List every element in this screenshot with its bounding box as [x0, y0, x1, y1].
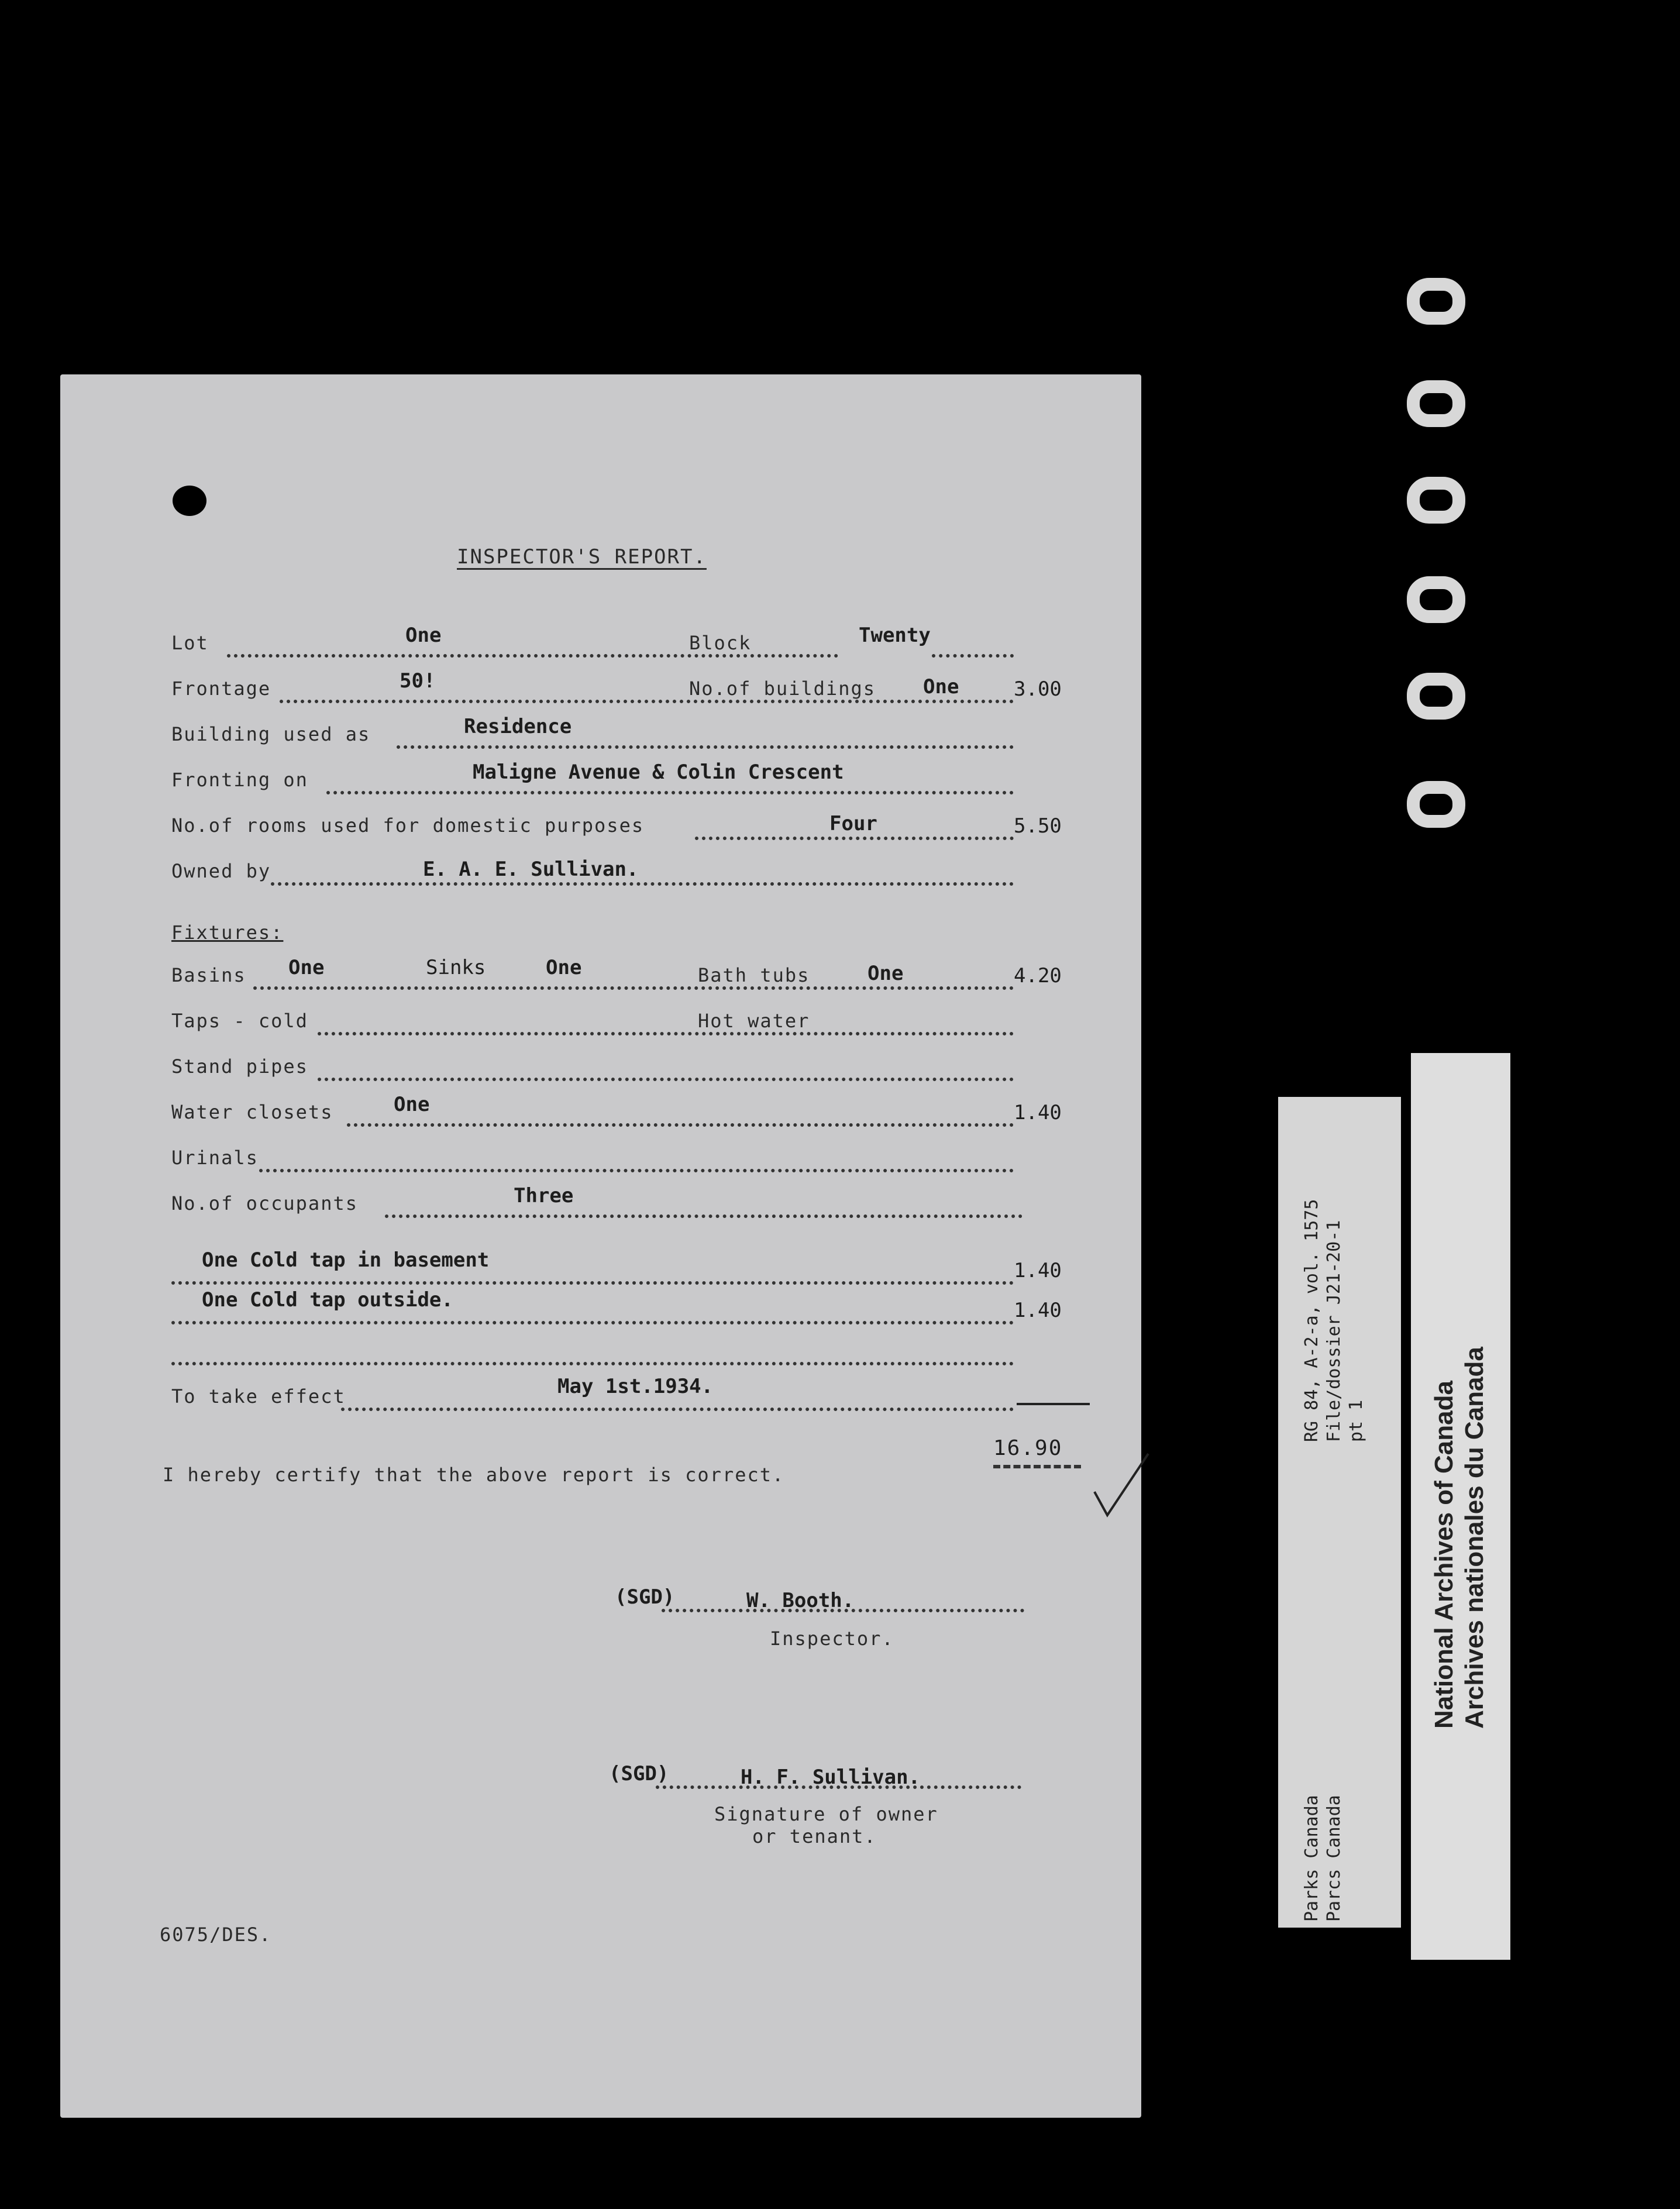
slip-ref-line1: RG 84, A-2-a, vol. 1575: [1302, 1199, 1322, 1442]
row-rooms: [171, 812, 1062, 838]
row-owner: [171, 860, 1025, 883]
label-building-use: Building used as: [171, 723, 371, 745]
amount-rooms: 5.50: [1014, 814, 1062, 838]
signature-line: [656, 1768, 1021, 1789]
slip-agency-line1: Parks Canada: [1302, 1795, 1322, 1922]
dotted-leader: [259, 1151, 1014, 1172]
row-fronting: [171, 761, 1025, 792]
total-box: [993, 1436, 1081, 1468]
value-extra-1: One Cold tap in basement: [202, 1248, 490, 1272]
checkmark-icon: [1090, 1451, 1154, 1521]
dotted-leader: [932, 636, 1014, 658]
stamp-digit: [1407, 781, 1465, 828]
dotted-leader: [271, 865, 1014, 886]
punch-hole: [173, 486, 206, 516]
stamp-digit: [1407, 673, 1465, 720]
row-lot: [171, 624, 1025, 655]
label-taps-cold: Taps - cold: [171, 1010, 308, 1032]
owner-sgd: (SGD): [609, 1762, 669, 1785]
row-water-closets: [171, 1093, 1062, 1124]
label-fronting: Fronting on: [171, 769, 308, 791]
label-water-closets: Water closets: [171, 1101, 333, 1123]
report-title: INSPECTOR'S REPORT.: [457, 545, 707, 569]
dotted-leader: [385, 1197, 1023, 1218]
value-rooms: Four: [829, 812, 877, 835]
owner-signature-block: [609, 1762, 1036, 1879]
label-occupants: No.of occupants: [171, 1192, 358, 1214]
label-stand-pipes: Stand pipes: [171, 1055, 308, 1078]
archives-label: [1411, 1053, 1510, 1960]
value-owner: E. A. E. Sullivan.: [423, 858, 639, 881]
inspector-sgd: (SGD): [615, 1585, 675, 1609]
inspector-role: Inspector.: [770, 1627, 894, 1650]
value-water-closets: One: [394, 1093, 430, 1116]
row-effect: [171, 1375, 1025, 1409]
row-stand-pipes: [171, 1055, 1025, 1079]
label-basins: Basins: [171, 964, 246, 986]
slip-ref-line2: File/dossier J21-20-1: [1324, 1220, 1344, 1442]
slip-agency-line2: Parcs Canada: [1324, 1795, 1344, 1922]
label-effect: To take effect: [171, 1385, 346, 1408]
label-bath-tubs: Bath tubs: [698, 964, 810, 986]
inspector-name: W. Booth.: [746, 1589, 855, 1612]
stamp-digit: [1407, 576, 1465, 623]
reference-number: 6075/DES.: [160, 1924, 272, 1946]
row-basins: [171, 956, 1062, 987]
reference-slip: [1278, 1097, 1401, 1928]
value-fronting: Maligne Avenue & Colin Crescent: [473, 761, 844, 784]
row-frontage: [171, 669, 1062, 701]
row-extra-2: [171, 1288, 1062, 1322]
row-occupants: [171, 1184, 1025, 1216]
stamp-digit: [1407, 380, 1465, 427]
label-urinals: Urinals: [171, 1147, 259, 1169]
total-rule: [1017, 1403, 1090, 1405]
label-sinks: Sinks: [426, 956, 486, 979]
signature-line: [662, 1591, 1024, 1612]
inspector-signature-block: [615, 1585, 1036, 1679]
label-frontage: Frontage: [171, 677, 271, 700]
owner-role-line1: Signature of owner: [714, 1803, 938, 1825]
document-sheet: [60, 374, 1141, 2118]
owner-role-line2: or tenant.: [752, 1825, 877, 1847]
amount-water-closets: 1.40: [1014, 1101, 1062, 1124]
label-rooms: No.of rooms used for domestic purposes: [171, 814, 645, 837]
value-basins: One: [288, 956, 325, 979]
value-extra-2: One Cold tap outside.: [202, 1288, 453, 1312]
value-occupants: Three: [514, 1184, 574, 1207]
archives-label-line2: Archives nationales du Canada: [1460, 1347, 1489, 1729]
fixtures-heading: Fixtures:: [171, 921, 284, 944]
value-sinks: One: [546, 956, 582, 979]
label-lot: Lot: [171, 632, 209, 654]
value-block: Twenty: [859, 624, 931, 647]
row-urinals: [171, 1147, 1025, 1170]
amount-extra-1: 1.40: [1014, 1259, 1062, 1282]
value-bath-tubs: One: [867, 962, 904, 985]
label-buildings: No.of buildings: [689, 677, 876, 700]
amount-extra-2: 1.40: [1014, 1299, 1062, 1322]
owner-name: H. F. Sullivan.: [741, 1766, 921, 1789]
value-effect: May 1st.1934.: [557, 1375, 714, 1398]
archives-label-line1: National Archives of Canada: [1430, 1381, 1458, 1729]
total-amount: 16.90: [993, 1436, 1063, 1460]
dotted-leader: [280, 682, 1014, 703]
label-hot-water: Hot water: [698, 1010, 810, 1032]
amount-frontage: 3.00: [1014, 677, 1062, 701]
value-lot: One: [405, 624, 442, 647]
dotted-leader: [318, 1060, 1014, 1081]
stamp-digit: [1407, 477, 1465, 524]
dotted-leader: [171, 1344, 1014, 1365]
row-extra-1: [171, 1248, 1062, 1282]
dotted-leader: [318, 1014, 1014, 1035]
amount-basins: 4.20: [1014, 964, 1062, 987]
row-extra-3: [171, 1340, 1025, 1363]
value-frontage: 50!: [400, 669, 436, 693]
label-block: Block: [689, 632, 752, 654]
dotted-leader: [347, 1106, 1014, 1127]
value-building-use: Residence: [464, 715, 572, 738]
value-buildings: One: [923, 675, 959, 699]
certify-statement: I hereby certify that the above report is correct.: [163, 1464, 785, 1486]
label-owner: Owned by: [171, 860, 271, 882]
stamp-digit: [1407, 278, 1465, 325]
row-taps: [171, 1010, 1025, 1033]
row-building-use: [171, 715, 1025, 746]
slip-ref-line3: pt 1: [1346, 1399, 1366, 1442]
